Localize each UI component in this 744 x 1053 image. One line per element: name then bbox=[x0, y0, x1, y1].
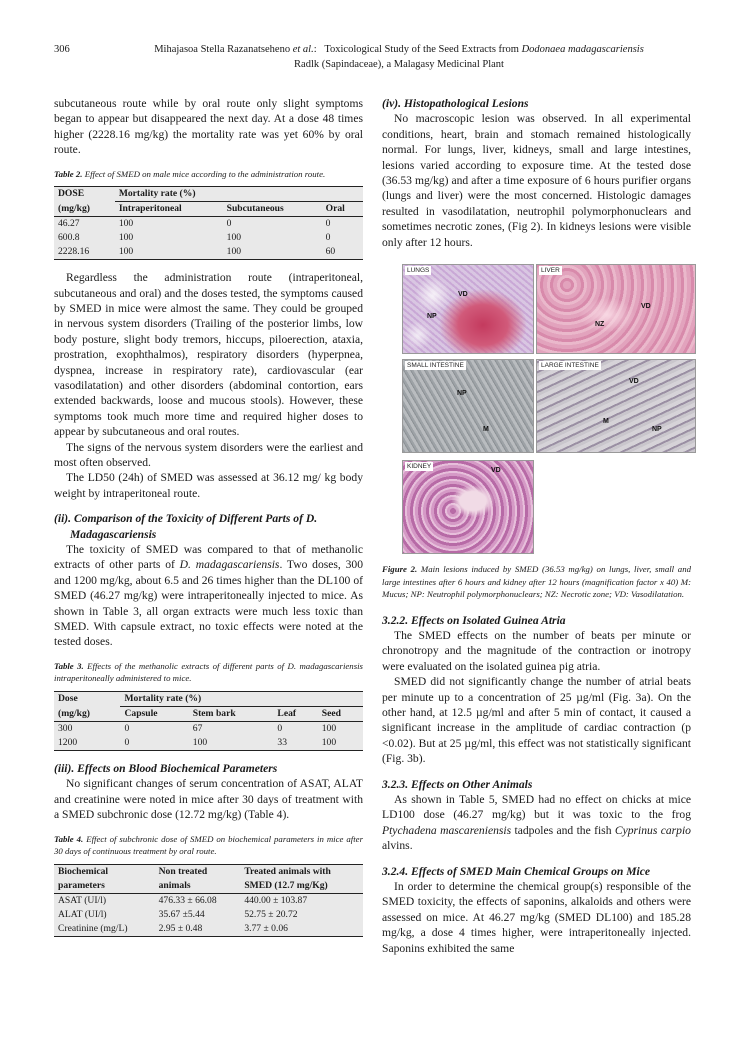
table-4-caption: Table 4. Effect of subchronic dose of SMED on biochemical parameters in mice after 30 days of continuous treatment by oral route. bbox=[54, 833, 363, 856]
table-header: Dose bbox=[54, 691, 120, 706]
table-row: ALAT (UI/l) 35.67 ±5.44 52.75 ± 20.72 bbox=[58, 908, 298, 920]
section-heading: (iv). Histopathological Lesions bbox=[382, 97, 529, 110]
marker-vd: VD bbox=[629, 378, 639, 386]
table-row: 1200 0 100 33 100 bbox=[54, 736, 363, 751]
table-3 bbox=[54, 691, 363, 751]
panel-label: LARGE INTESTINE bbox=[541, 362, 599, 370]
table-2 bbox=[54, 186, 363, 260]
marker-m: M bbox=[483, 426, 489, 434]
table-header: Seed bbox=[318, 706, 363, 721]
table-header: Leaf bbox=[273, 706, 317, 721]
header-species: Dodonaea madagascariensis bbox=[521, 44, 644, 55]
section-heading: 3.2.3. Effects on Other Animals bbox=[382, 777, 533, 791]
left-column bbox=[54, 96, 363, 937]
table-header: Capsule bbox=[120, 706, 188, 721]
table-2-caption: Table 2. Effect of SMED on male mice according to the administration route. bbox=[54, 168, 326, 179]
table-header: Oral bbox=[322, 202, 363, 217]
panel-label: LIVER bbox=[541, 267, 560, 275]
panel-label: SMALL INTESTINE bbox=[407, 362, 464, 370]
right-column bbox=[382, 96, 691, 956]
header-et-al: et al. bbox=[292, 44, 314, 55]
micrograph-liver bbox=[536, 264, 696, 354]
table-3-caption: Table 3. Effects of the methanolic extracts of different parts of D. madagascariensis intraperitoneally administered to mice. bbox=[54, 660, 363, 684]
table-header: Mortality rate (%) bbox=[120, 691, 363, 706]
header-title-line1: Mihajasoa Stella Razanatseheno et al.: Toxicological Study of the Seed Extracts from Dodonaea madagascariensis bbox=[154, 44, 644, 55]
micrograph-large-intestine bbox=[536, 359, 696, 453]
paragraph: subcutaneous route while by oral route only slight symptoms began to appear but disappeared the next day. At a dose 48 times higher (2228.16 mg/kg) the mortality rate was yet 60% by oral route. bbox=[54, 97, 363, 157]
paragraph: The LD50 (24h) of SMED was assessed at 36.12 mg/ kg body weight by intraperitoneal route. bbox=[54, 471, 363, 500]
header-authors: Mihajasoa Stella Razanatseheno bbox=[154, 44, 293, 55]
micrograph-lungs bbox=[402, 264, 534, 354]
table-row: 600.8 100 100 0 bbox=[58, 232, 331, 244]
header-title-line2: Radlk (Sapindaceae), a Malagasy Medicinal Plant bbox=[294, 59, 504, 70]
table-row: ASAT (UI/l) 476.33 ± 66.08 440.00 ± 103.87 bbox=[58, 894, 308, 906]
table-header: (mg/kg) bbox=[54, 202, 115, 217]
table-header: (mg/kg) bbox=[54, 706, 120, 721]
paragraph: SMED did not significantly change the number of atrial beats per minute up to a concentration of 25 µg/ml (Fig. 3a). On the other hand, at 12.5 µg/ml and after 5 min of contact, it caused a significant increase in the amplitude of cardiac contraction (p <0.02). But at 25 µg/ml, this effect was not statistically significant (Fig. 3b). bbox=[382, 675, 691, 766]
table-row: Creatinine (mg/L) 2.95 ± 0.48 3.77 ± 0.06 bbox=[54, 922, 363, 937]
table-header: Subcutaneous bbox=[223, 202, 322, 217]
marker-np: NP bbox=[457, 390, 467, 398]
section-heading: 3.2.4. Effects of SMED Main Chemical Groups on Mice bbox=[382, 864, 651, 878]
marker-vd: VD bbox=[491, 467, 501, 475]
table-header: SMED (12.7 mg/Kg) bbox=[240, 879, 363, 894]
table-header: Biochemical bbox=[54, 864, 155, 879]
table-header: parameters bbox=[54, 879, 155, 894]
table-row: 2228.16 100 100 60 bbox=[54, 245, 363, 260]
figure-2-micrographs bbox=[402, 264, 700, 555]
table-header: Intraperitoneal bbox=[115, 202, 223, 217]
table-header: Stem bark bbox=[189, 706, 274, 721]
section-heading: 3.2.2. Effects on Isolated Guinea Atria bbox=[382, 613, 566, 627]
figure-2-caption: Figure 2. Main lesions induced by SMED (36.53 mg/kg) on lungs, liver, small and large intestines after 6 hours and kidney after 12 hours (magnification factor x 40) M: Mucus; NP: Neutrophil polymorphonuclears; NZ: Necrotic zone; VD: Vasodilatation. bbox=[382, 564, 692, 600]
marker-np: NP bbox=[427, 313, 437, 321]
panel-label: LUNGS bbox=[407, 267, 430, 275]
header-title: Toxicological Study of the Seed Extracts from bbox=[324, 44, 522, 55]
marker-nz: NZ bbox=[595, 321, 605, 329]
paragraph: No significant changes of serum concentration of ASAT, ALAT and creatinine were noted in mice after 30 days of treatment with a SMED subchronic dose (12.72 mg/kg) (Table 4). bbox=[54, 777, 363, 822]
marker-m: M bbox=[603, 418, 609, 426]
marker-np: NP bbox=[652, 426, 662, 434]
table-header: Mortality rate (%) bbox=[115, 187, 363, 202]
paragraph: The SMED effects on the number of beats per minute or chronotropy and the magnitude of the contraction or inotropy were evaluated on the isolated guinea pig atria. bbox=[382, 628, 691, 673]
table-header: Treated animals with bbox=[240, 864, 363, 879]
paragraph: The toxicity of SMED was compared to that of methanolic extracts of other parts of D. madagascariensis. Two doses, 300 and 1200 mg/kg, about 6.5 and 26 times higher than the DL100 of SMED (46.27 mg/kg) were intraperitoneally injected to mice. As shown in Table 3, all organ extracts were much less toxic than SMED. With capsule extract, no toxic effects were noted at the tested doses. bbox=[54, 543, 363, 649]
table-row: 46.27 100 0 0 bbox=[58, 218, 331, 230]
panel-label: KIDNEY bbox=[407, 463, 432, 471]
paragraph: As shown in Table 5, SMED had no effect on chicks at mice LD100 dose (46.27 mg/kg) but it was toxic to the frog Ptychadena mascareniensis tadpoles and the fish Cyprinus carpio alvins. bbox=[382, 793, 691, 853]
table-header: animals bbox=[155, 879, 241, 894]
section-heading: (iii). Effects on Blood Biochemical Parameters bbox=[54, 761, 278, 775]
micrograph-kidney bbox=[402, 460, 534, 554]
marker-vd: VD bbox=[641, 303, 651, 311]
paragraph: Regardless the administration route (intraperitoneal, subcutaneous and oral) and the doses tested, the symptoms caused by SMED in mice were almost the same. They could be grouped in nervous system disorders (Trailing of the posterior limbs, low body posture, slight body tremors, hiccups, piloerection, ataxia, prostration, exophthalmos), respiratory disorders (hyperpnea, dyspnea, increase in respiratory rate), cardiovascular (ear vasodilatation) and other disorders (abdominal contortion, ears extended backwards, loose and mucous stools). However, these symptoms took much more time and required higher doses to appear by subcutaneous and oral routes. bbox=[54, 271, 363, 439]
paragraph: No macroscopic lesion was observed. In all experimental conditions, heart, brain and stomach remained histologically normal. For lungs, liver, kidneys, small and large intestines, lesions varied according to exposure time. At the tested dose (36.53 mg/kg) and after a time exposure of 6 hours purifier organs (lungs and liver) were the most concerned. Histologic damages resulted in vasodilatation, neutrophil polymorphonuclears and sometimes necrotic zones, (Fig 2). In kidneys lesions were visible only after 12 hours. bbox=[382, 112, 691, 249]
micrograph-small-intestine bbox=[402, 359, 534, 453]
table-4 bbox=[54, 864, 363, 937]
paragraph: The signs of the nervous system disorders were the earliest and most often observed. bbox=[54, 440, 363, 469]
table-row: 300 0 67 0 100 bbox=[58, 722, 337, 734]
table-header: DOSE bbox=[54, 187, 115, 202]
paragraph: In order to determine the chemical group(s) responsible of the SMED toxicity, the effects of saponins, alkaloids and others were assessed on mice. At 46.27 mg/kg (SMED DL100) and 185.28 mg/kg, a dose 4 times higher, were intraperitoneally injected. Saponins exhibited the same bbox=[382, 880, 691, 955]
table-header: Non treated bbox=[155, 864, 241, 879]
page-number: 306 bbox=[54, 44, 70, 55]
section-heading: (ii). Comparison of the Toxicity of Different Parts of D. Madagascariensis bbox=[54, 512, 318, 541]
marker-vd: VD bbox=[458, 291, 468, 299]
